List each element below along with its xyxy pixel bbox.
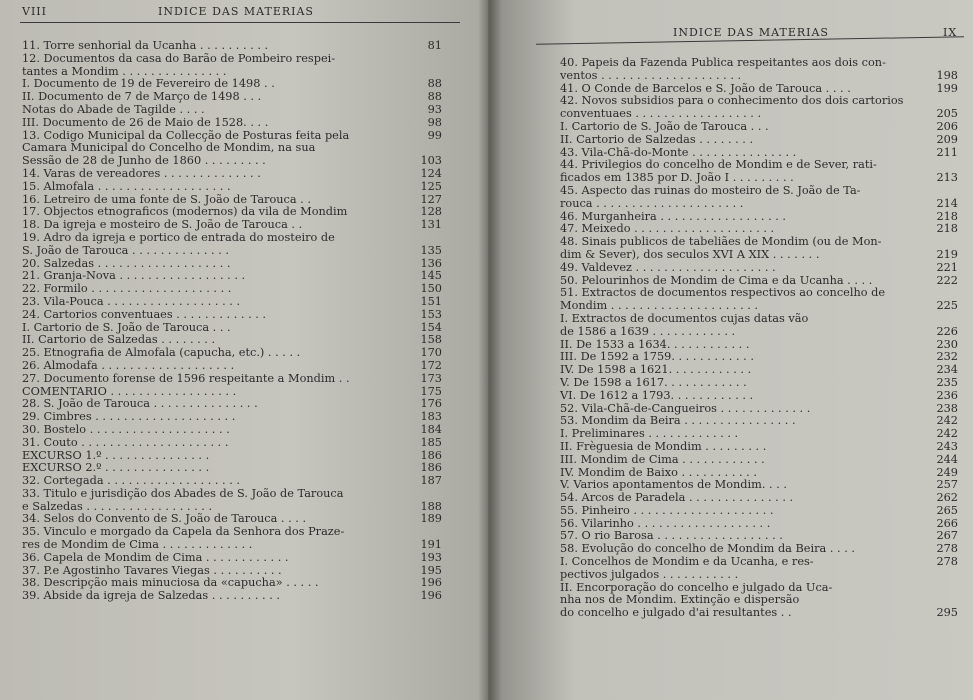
toc-entry-page: 249 xyxy=(936,465,958,479)
toc-entry-title: e Salzedas . . . . . . . . . . . . . . . . . . xyxy=(22,499,213,513)
toc-entry-title: I. Extractos de documentos cujas datas vão xyxy=(560,311,809,325)
toc-entry-title: IV. De 1598 a 1621. . . . . . . . . . . . xyxy=(560,363,752,377)
toc-entry-page: 219 xyxy=(936,247,958,261)
toc-entry-title: 16. Letreiro de uma fonte de S. João de Tarouca . . xyxy=(22,192,311,206)
toc-entry-page: 88 xyxy=(427,90,442,104)
toc-entry-title: 39. Abside da igreja de Salzedas . . . . . . . . . . xyxy=(22,589,280,603)
toc-entry-title: II. Cartorio de Salzedas . . . . . . . . xyxy=(560,132,754,146)
toc-entry-title: 37. P.e Agostinho Tavares Viegas . . . . . . . . . . xyxy=(22,563,282,577)
toc-entry-title: 14. Varas de vereadores . . . . . . . . . . . . . . xyxy=(22,166,261,180)
toc-entry-page: 88 xyxy=(427,77,442,91)
toc-entry-title: III. De 1592 a 1759. . . . . . . . . . . . xyxy=(560,350,754,364)
toc-entry xyxy=(22,437,442,450)
toc-entry-title: II. Cartorio de Salzedas . . . . . . . . xyxy=(22,333,216,347)
toc-entry xyxy=(560,607,958,620)
toc-entry xyxy=(22,590,442,603)
toc-entry-title: Mondim . . . . . . . . . . . . . . . . . . . . . xyxy=(560,299,759,313)
toc-entry xyxy=(560,121,958,134)
toc-entry-page: 195 xyxy=(420,563,442,577)
toc-entry-title: 53. Mondim da Beira . . . . . . . . . . . . . . . . xyxy=(560,414,796,428)
toc-entry-page: 99 xyxy=(427,128,442,142)
toc-entry-page: 136 xyxy=(420,256,442,270)
toc-entry-title: 52. Vila-Chã-de-Cangueiros . . . . . . . . . . . . . xyxy=(560,401,811,415)
toc-entry xyxy=(560,57,958,70)
toc-entry-title: 54. Arcos de Paradela . . . . . . . . . . . . . . . xyxy=(560,491,794,505)
toc-entry-title: 44. Privilegios do concelho de Mondim e de Sever, rati- xyxy=(560,158,877,172)
toc-entry-page: 206 xyxy=(936,119,958,133)
toc-entry xyxy=(22,296,442,309)
toc-entry-title: I. Documento de 19 de Fevereiro de 1498 . . xyxy=(22,77,275,91)
toc-entry-page: 188 xyxy=(420,499,442,513)
toc-entry-page: 278 xyxy=(936,542,958,556)
toc-entry xyxy=(22,53,442,66)
toc-entry xyxy=(560,185,958,198)
toc-entry-title: COMENTARIO . . . . . . . . . . . . . . . . . . xyxy=(22,384,237,398)
toc-entry-page: 221 xyxy=(936,260,958,274)
toc-entry xyxy=(560,326,958,339)
toc-entry-title: do concelho e julgado d'ai resultantes . . xyxy=(560,606,792,620)
toc-entry-page: 243 xyxy=(936,439,958,453)
toc-entry-page: 172 xyxy=(420,358,442,372)
toc-entry xyxy=(22,117,442,130)
toc-entry xyxy=(560,505,958,518)
left-header-rule xyxy=(20,22,460,23)
toc-entry-page: 262 xyxy=(936,491,958,505)
toc-entry-title: 47. Meixedo . . . . . . . . . . . . . . . . . . . . xyxy=(560,222,775,236)
toc-entry-page: 218 xyxy=(936,209,958,223)
toc-entry xyxy=(560,134,958,147)
toc-entry xyxy=(560,428,958,441)
toc-entry-page: 135 xyxy=(420,243,442,257)
toc-entry xyxy=(22,181,442,194)
toc-entry-page: 173 xyxy=(420,371,442,385)
toc-entry-title: 33. Titulo e jurisdição dos Abades de S. João de Tarouca xyxy=(22,486,344,500)
toc-entry-title: 55. Pinheiro . . . . . . . . . . . . . . . . . . . . xyxy=(560,503,774,517)
toc-entry-page: 266 xyxy=(936,516,958,530)
toc-entry-title: 25. Etnografia de Almofala (capucha, etc.) . . . . . xyxy=(22,346,301,360)
toc-entry-page: 98 xyxy=(427,115,442,129)
toc-entry-title: 36. Capela de Mondim de Cima . . . . . . . . . . . . xyxy=(22,550,289,564)
toc-entry-page: 151 xyxy=(420,294,442,308)
toc-entry-title: 27. Documento forense de 1596 respeitante a Mondim . . xyxy=(22,371,350,385)
toc-entry-page: 257 xyxy=(936,478,958,492)
toc-entry xyxy=(22,539,442,552)
toc-entry-page: 150 xyxy=(420,282,442,296)
toc-entry-title: 38. Descripção mais minuciosa da «capucha» . . . . . xyxy=(22,576,319,590)
toc-entry-title: 34. Selos do Convento de S. João de Tarouca . . . . xyxy=(22,512,307,526)
right-running-header: INDICE DAS MATERIAS xyxy=(673,26,829,39)
toc-entry-page: 196 xyxy=(420,576,442,590)
toc-entry-page: 226 xyxy=(936,324,958,338)
toc-entry-title: 58. Evolução do concelho de Mondim da Beira . . . . xyxy=(560,542,855,556)
toc-entry-page: 242 xyxy=(936,427,958,441)
toc-entry-title: 23. Vila-Pouca . . . . . . . . . . . . . . . . . . . xyxy=(22,294,241,308)
toc-entry-page: 176 xyxy=(420,397,442,411)
toc-entry xyxy=(22,373,442,386)
left-page-number: VIII xyxy=(22,5,47,18)
toc-entry-page: 199 xyxy=(936,81,958,95)
toc-entry-title: nha nos de Mondim. Extinção e dispersão xyxy=(560,593,800,607)
toc-entry-title: 11. Torre senhorial da Ucanha . . . . . . . . . . xyxy=(22,39,269,52)
toc-entry-page: 267 xyxy=(936,529,958,543)
toc-entry-page: 183 xyxy=(420,410,442,424)
toc-entry-page: 175 xyxy=(420,384,442,398)
toc-entry-title: III. Documento de 26 de Maio de 1528. . . . xyxy=(22,115,269,129)
toc-entry xyxy=(22,232,442,245)
toc-entry-page: 244 xyxy=(936,452,958,466)
toc-entry-page: 81 xyxy=(427,39,442,52)
toc-entry xyxy=(22,424,442,437)
toc-entry-page: 235 xyxy=(936,375,958,389)
toc-entry-page: 93 xyxy=(427,102,442,116)
toc-entry-title: tantes a Mondim . . . . . . . . . . . . . . . xyxy=(22,64,227,78)
left-running-header: INDICE DAS MATERIAS xyxy=(158,5,314,18)
toc-entry-title: 57. O rio Barosa . . . . . . . . . . . . . . . . . . xyxy=(560,529,783,543)
toc-entry xyxy=(560,262,958,275)
toc-entry-title: 21. Granja-Nova . . . . . . . . . . . . . . . . . . xyxy=(22,269,246,283)
toc-entry-page: 236 xyxy=(936,388,958,402)
toc-entry-title: rouca . . . . . . . . . . . . . . . . . . . . . xyxy=(560,196,744,210)
toc-entry-title: 51. Extractos de documentos respectivos ao concelho de xyxy=(560,286,886,300)
toc-entry-page: 234 xyxy=(936,363,958,377)
toc-entry xyxy=(22,245,442,258)
toc-entry-title: 49. Valdevez . . . . . . . . . . . . . . . . . . . . xyxy=(560,260,776,274)
toc-entry xyxy=(560,377,958,390)
toc-entry-page: 170 xyxy=(420,346,442,360)
toc-entry-title: II. Documento de 7 de Março de 1498 . . . xyxy=(22,90,262,104)
toc-entry-title: 26. Almodafa . . . . . . . . . . . . . . . . . . . xyxy=(22,358,235,372)
toc-entry-page: 209 xyxy=(936,132,958,146)
toc-entry-title: 50. Pelourinhos de Mondim de Cima e da Ucanha . . . . xyxy=(560,273,873,287)
toc-entry-title: EXCURSO 1.º . . . . . . . . . . . . . . . xyxy=(22,448,210,462)
toc-entry-page: 124 xyxy=(420,166,442,180)
toc-entry xyxy=(22,168,442,181)
right-page-number: IX xyxy=(943,26,958,39)
toc-entry-title: 31. Couto . . . . . . . . . . . . . . . . . . . . . xyxy=(22,435,229,449)
toc-entry-page: 154 xyxy=(420,320,442,334)
toc-entry-title: dim & Sever), dos seculos XVI A XIX . . . . . . . xyxy=(560,247,820,261)
toc-entry-title: 41. O Conde de Barcelos e S. João de Tarouca . . . . xyxy=(560,81,851,95)
toc-entry xyxy=(22,360,442,373)
toc-entry-page: 127 xyxy=(420,192,442,206)
toc-entry-title: IV. Mondim de Baixo . . . . . . . . . . . xyxy=(560,465,757,479)
toc-entry-page: 103 xyxy=(420,154,442,168)
toc-entry-title: 56. Vilarinho . . . . . . . . . . . . . . . . . . . xyxy=(560,516,771,530)
toc-entry-page: 186 xyxy=(420,448,442,462)
toc-entry-title: 18. Da igreja e mosteiro de S. João de Tarouca . . xyxy=(22,218,303,232)
toc-entry xyxy=(22,411,442,424)
toc-entry-title: 13. Codigo Municipal da Collecção de Posturas feita pela xyxy=(22,128,350,142)
toc-entry-page: 242 xyxy=(936,414,958,428)
toc-entry-page: 198 xyxy=(936,68,958,82)
toc-entry xyxy=(22,475,442,488)
toc-entry xyxy=(560,364,958,377)
toc-entry-title: I. Preliminares . . . . . . . . . . . . . xyxy=(560,427,739,441)
toc-entry-page: 125 xyxy=(420,179,442,193)
toc-entry-title: I. Cartorio de S. João de Tarouca . . . xyxy=(560,119,769,133)
toc-entry-title: V. Varios apontamentos de Mondim. . . . xyxy=(560,478,787,492)
toc-entry xyxy=(560,70,958,83)
toc-entry-title: 12. Documentos da casa do Barão de Pombeiro respei- xyxy=(22,51,336,65)
book-gutter-shadow xyxy=(478,0,502,700)
toc-entry-page: 185 xyxy=(420,435,442,449)
toc-entry xyxy=(22,104,442,117)
toc-entry-page: 230 xyxy=(936,337,958,351)
toc-entry-title: 42. Novos subsidios para o conhecimento dos dois cartorios xyxy=(560,94,904,108)
toc-entry-page: 187 xyxy=(420,474,442,488)
toc-entry-title: 46. Murganheira . . . . . . . . . . . . . . . . . . xyxy=(560,209,787,223)
toc-entry xyxy=(22,347,442,360)
toc-entry-title: 32. Cortegada . . . . . . . . . . . . . . . . . . . xyxy=(22,474,241,488)
toc-entry-page: 191 xyxy=(420,538,442,552)
toc-entry-title: VI. De 1612 a 1793. . . . . . . . . . . . xyxy=(560,388,754,402)
toc-entry xyxy=(560,556,958,569)
toc-entry-page: 131 xyxy=(420,218,442,232)
toc-entry-page: 214 xyxy=(936,196,958,210)
toc-entry-title: 45. Aspecto das ruinas do mosteiro de S. João de Ta- xyxy=(560,183,861,197)
toc-entry xyxy=(22,309,442,322)
toc-entry-title: 43. Vila-Chã-do-Monte . . . . . . . . . . . . . . . xyxy=(560,145,797,159)
toc-entry-page: 193 xyxy=(420,550,442,564)
toc-entry-title: 48. Sinais publicos de tabeliães de Mondim (ou de Mon- xyxy=(560,235,882,249)
toc-entry-title: 22. Formilo . . . . . . . . . . . . . . . . . . . . xyxy=(22,282,232,296)
right-page xyxy=(488,0,973,700)
toc-entry-title: 29. Cimbres . . . . . . . . . . . . . . . . . . . . xyxy=(22,410,236,424)
toc-entry-title: V. De 1598 a 1617. . . . . . . . . . . . xyxy=(560,375,747,389)
toc-entry-title: 24. Cartorios conventuaes . . . . . . . . . . . . . xyxy=(22,307,267,321)
toc-entry-title: Notas do Abade de Tagilde . . . . xyxy=(22,102,205,116)
toc-entry-title: 30. Bostelo . . . . . . . . . . . . . . . . . . . . xyxy=(22,422,230,436)
toc-entry-page: 265 xyxy=(936,503,958,517)
toc-entry xyxy=(560,313,958,326)
toc-entry-title: II. De 1533 a 1634. . . . . . . . . . . . xyxy=(560,337,750,351)
toc-entry-page: 232 xyxy=(936,350,958,364)
right-toc-list xyxy=(560,57,958,620)
toc-entry xyxy=(22,40,442,53)
toc-entry-title: 17. Objectos etnograficos (modernos) da vila de Mondim xyxy=(22,205,348,219)
toc-entry-title: I. Concelhos de Mondim e da Ucanha, e res- xyxy=(560,555,814,569)
toc-entry-title: 15. Almofala . . . . . . . . . . . . . . . . . . . xyxy=(22,179,231,193)
toc-entry-title: 19. Adro da igreja e portico de entrada do mosteiro de xyxy=(22,230,335,244)
toc-entry-title: pectivos julgados . . . . . . . . . . . xyxy=(560,567,739,581)
left-toc-list xyxy=(22,40,442,603)
toc-entry-page: 153 xyxy=(420,307,442,321)
toc-entry-title: S. João de Tarouca . . . . . . . . . . . . . . xyxy=(22,243,229,257)
toc-entry-page: 184 xyxy=(420,422,442,436)
toc-entry-page: 189 xyxy=(420,512,442,526)
toc-entry-page: 213 xyxy=(936,171,958,185)
toc-entry xyxy=(560,249,958,262)
toc-entry-title: EXCURSO 2.º . . . . . . . . . . . . . . . xyxy=(22,461,210,475)
toc-entry-title: II. Frèguesia de Mondim . . . . . . . . . xyxy=(560,439,767,453)
toc-entry-title: 40. Papeis da Fazenda Publica respeitantes aos dois con- xyxy=(560,56,886,69)
toc-entry xyxy=(22,552,442,565)
toc-entry-title: conventuaes . . . . . . . . . . . . . . . . . . xyxy=(560,107,762,121)
toc-entry-page: 196 xyxy=(420,589,442,603)
toc-entry-page: 211 xyxy=(936,145,958,159)
toc-entry-title: Camara Municipal do Concelho de Mondim, na sua xyxy=(22,141,316,155)
toc-entry xyxy=(560,198,958,211)
toc-entry xyxy=(560,441,958,454)
toc-entry xyxy=(22,488,442,501)
toc-entry-title: ficados em 1385 por D. João I . . . . . . . . . xyxy=(560,171,794,185)
toc-entry-title: 28. S. João de Tarouca . . . . . . . . . . . . . . . xyxy=(22,397,258,411)
toc-entry-page: 225 xyxy=(936,299,958,313)
toc-entry-title: 35. Vinculo e morgado da Capela da Senhora dos Praze- xyxy=(22,525,345,539)
toc-entry-title: Sessão de 28 de Junho de 1860 . . . . . . . . . xyxy=(22,154,266,168)
toc-entry-page: 158 xyxy=(420,333,442,347)
toc-entry-title: 20. Salzedas . . . . . . . . . . . . . . . . . . . xyxy=(22,256,231,270)
toc-entry-page: 278 xyxy=(936,555,958,569)
toc-entry xyxy=(560,390,958,403)
toc-entry-page: 222 xyxy=(936,273,958,287)
toc-entry-title: II. Encorporação do concelho e julgado da Uca- xyxy=(560,580,833,594)
toc-entry-title: de 1586 a 1639 . . . . . . . . . . . . xyxy=(560,324,736,338)
toc-entry-title: III. Mondim de Cima . . . . . . . . . . . . xyxy=(560,452,765,466)
toc-entry xyxy=(560,492,958,505)
toc-entry-page: 145 xyxy=(420,269,442,283)
toc-entry xyxy=(560,569,958,582)
toc-entry-page: 218 xyxy=(936,222,958,236)
toc-entry-page: 128 xyxy=(420,205,442,219)
toc-entry-title: I. Cartorio de S. João de Tarouca . . . xyxy=(22,320,231,334)
toc-entry-page: 205 xyxy=(936,107,958,121)
toc-entry-page: 295 xyxy=(936,606,958,620)
toc-entry-page: 186 xyxy=(420,461,442,475)
toc-entry-title: ventos . . . . . . . . . . . . . . . . . . . . xyxy=(560,68,742,82)
toc-entry-title: res de Mondim de Cima . . . . . . . . . . . . . xyxy=(22,538,253,552)
toc-entry xyxy=(560,454,958,467)
toc-entry-page: 238 xyxy=(936,401,958,415)
